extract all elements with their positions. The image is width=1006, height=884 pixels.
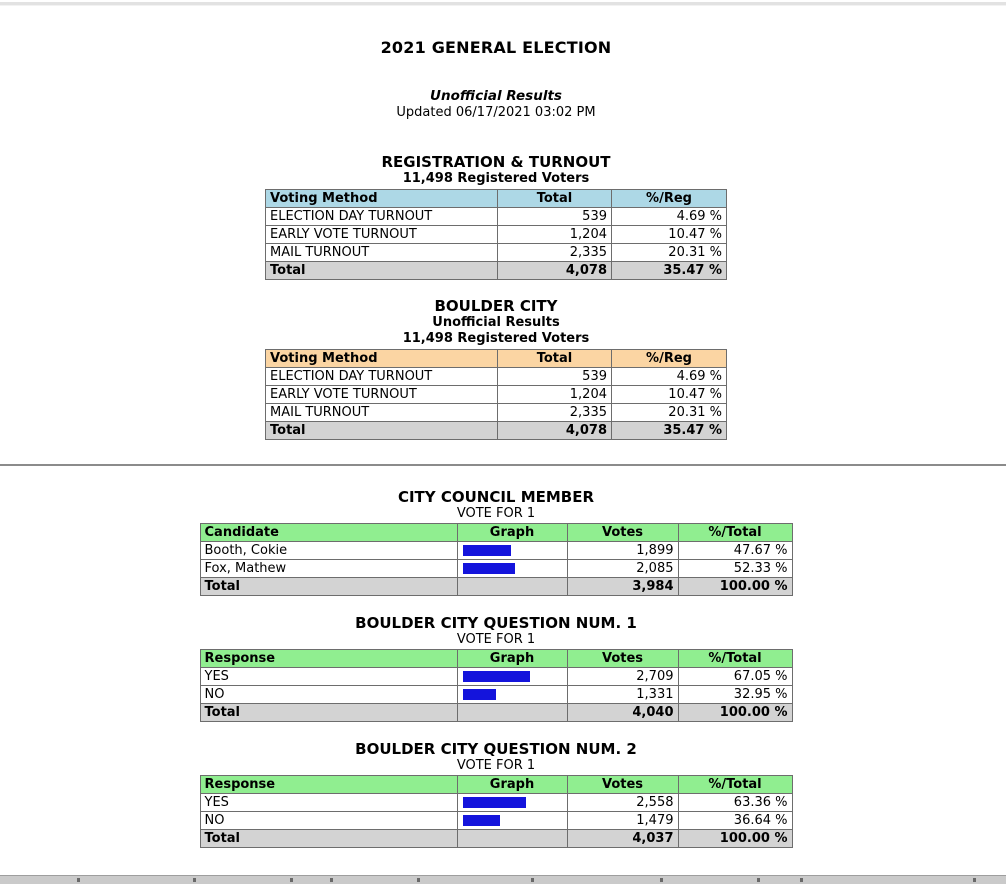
contest-results-area xyxy=(0,489,992,848)
table-body xyxy=(266,368,727,440)
total-percent-cell: 100.00 % xyxy=(678,578,792,596)
header-row xyxy=(266,190,727,208)
table-row xyxy=(266,208,727,226)
table-header xyxy=(266,190,727,208)
header-row xyxy=(266,350,727,368)
registration-turnout-section xyxy=(0,154,992,280)
cutoff-artifact xyxy=(757,878,760,882)
percent-reg-cell: 4.69 % xyxy=(612,368,727,386)
total-votes-cell: 3,984 xyxy=(567,578,678,596)
total-percent-cell: 35.47 % xyxy=(612,262,727,280)
table-row xyxy=(266,244,727,262)
vote-for-label: VOTE FOR 1 xyxy=(456,632,536,647)
total-label-cell: Total xyxy=(266,262,498,280)
graph-cell xyxy=(457,686,567,704)
total-votes-cell: 539 xyxy=(498,208,612,226)
section-divider xyxy=(0,464,1006,466)
registered-voters-count: 11,498 Registered Voters xyxy=(402,171,590,186)
percent-reg-cell: 4.69 % xyxy=(612,208,727,226)
total-row xyxy=(200,830,792,848)
column-header: Total xyxy=(498,190,612,208)
city-council-results-table xyxy=(200,523,793,596)
voting-method-cell: ELECTION DAY TURNOUT xyxy=(266,208,498,226)
registration-turnout-table xyxy=(265,189,727,280)
column-header: %/Reg xyxy=(612,190,727,208)
table-row xyxy=(266,226,727,244)
page-top-border xyxy=(0,2,1006,6)
section-title: BOULDER CITY xyxy=(434,297,558,315)
table-header xyxy=(200,650,792,668)
total-votes-cell: 2,335 xyxy=(498,404,612,422)
question-2-contest-section xyxy=(0,741,992,848)
votes-cell: 2,085 xyxy=(567,560,678,578)
column-header: Response xyxy=(200,650,457,668)
voting-method-cell: ELECTION DAY TURNOUT xyxy=(266,368,498,386)
votes-cell: 2,558 xyxy=(567,794,678,812)
votes-cell: 1,331 xyxy=(567,686,678,704)
column-header: %/Total xyxy=(678,776,792,794)
city-council-contest-section xyxy=(0,489,992,596)
column-header: Graph xyxy=(457,650,567,668)
column-header: %/Total xyxy=(678,524,792,542)
voting-method-cell: EARLY VOTE TURNOUT xyxy=(266,226,498,244)
vote-for-label: VOTE FOR 1 xyxy=(456,758,536,773)
column-header: %/Total xyxy=(678,650,792,668)
percent-reg-cell: 20.31 % xyxy=(612,404,727,422)
total-votes-cell: 1,204 xyxy=(498,226,612,244)
cutoff-artifact xyxy=(330,878,333,882)
result-bar xyxy=(463,689,496,700)
choice-name-cell: Booth, Cokie xyxy=(200,542,457,560)
cutoff-artifact xyxy=(973,878,976,882)
total-row xyxy=(200,704,792,722)
graph-cell xyxy=(457,668,567,686)
cutoff-artifact xyxy=(417,878,420,882)
result-bar xyxy=(463,797,526,808)
unofficial-results-label: Unofficial Results xyxy=(432,315,560,330)
percent-total-cell: 36.64 % xyxy=(678,812,792,830)
table-row xyxy=(200,812,792,830)
header-row xyxy=(200,650,792,668)
registered-voters-count: 11,498 Registered Voters xyxy=(402,331,590,346)
percent-total-cell: 47.67 % xyxy=(678,542,792,560)
column-header: Votes xyxy=(567,650,678,668)
graph-cell xyxy=(457,578,567,596)
column-header: Voting Method xyxy=(266,350,498,368)
table-row xyxy=(200,560,792,578)
graph-cell xyxy=(457,542,567,560)
table-body xyxy=(200,542,792,596)
table-body xyxy=(200,794,792,848)
percent-total-cell: 52.33 % xyxy=(678,560,792,578)
voting-method-cell: EARLY VOTE TURNOUT xyxy=(266,386,498,404)
total-label-cell: Total xyxy=(266,422,498,440)
total-percent-cell: 100.00 % xyxy=(678,830,792,848)
graph-cell xyxy=(457,794,567,812)
percent-reg-cell: 20.31 % xyxy=(612,244,727,262)
table-row xyxy=(266,404,727,422)
table-row xyxy=(266,386,727,404)
result-bar xyxy=(463,545,511,556)
cutoff-artifact xyxy=(660,878,663,882)
voting-method-cell: MAIL TURNOUT xyxy=(266,244,498,262)
updated-timestamp: Updated 06/17/2021 03:02 PM xyxy=(396,105,596,120)
total-votes-cell: 4,078 xyxy=(498,422,612,440)
total-label-cell: Total xyxy=(200,704,457,722)
graph-cell xyxy=(457,812,567,830)
total-votes-cell: 1,204 xyxy=(498,386,612,404)
choice-name-cell: YES xyxy=(200,794,457,812)
table-body xyxy=(266,208,727,280)
total-percent-cell: 35.47 % xyxy=(612,422,727,440)
cutoff-next-table-strip xyxy=(0,875,1006,884)
votes-cell: 1,479 xyxy=(567,812,678,830)
total-percent-cell: 100.00 % xyxy=(678,704,792,722)
percent-reg-cell: 10.47 % xyxy=(612,386,727,404)
boulder-city-turnout-section xyxy=(0,298,992,440)
percent-total-cell: 67.05 % xyxy=(678,668,792,686)
table-row xyxy=(200,794,792,812)
cutoff-artifact xyxy=(290,878,293,882)
result-bar xyxy=(463,671,530,682)
total-votes-cell: 2,335 xyxy=(498,244,612,262)
graph-cell xyxy=(457,560,567,578)
result-bar xyxy=(463,815,500,826)
total-row xyxy=(200,578,792,596)
choice-name-cell: NO xyxy=(200,812,457,830)
column-header: Response xyxy=(200,776,457,794)
total-row xyxy=(266,262,727,280)
cutoff-artifact xyxy=(193,878,196,882)
graph-cell xyxy=(457,704,567,722)
contest-title: BOULDER CITY QUESTION NUM. 1 xyxy=(355,614,637,632)
page-title: 2021 GENERAL ELECTION xyxy=(380,38,612,57)
column-header: Graph xyxy=(457,524,567,542)
column-header: Candidate xyxy=(200,524,457,542)
percent-total-cell: 32.95 % xyxy=(678,686,792,704)
boulder-city-turnout-table xyxy=(265,349,727,440)
cutoff-artifact xyxy=(800,878,803,882)
column-header: Total xyxy=(498,350,612,368)
table-row xyxy=(200,686,792,704)
total-votes-cell: 4,040 xyxy=(567,704,678,722)
table-header xyxy=(200,524,792,542)
voting-method-cell: MAIL TURNOUT xyxy=(266,404,498,422)
cutoff-artifact xyxy=(77,878,80,882)
table-header xyxy=(200,776,792,794)
column-header: Voting Method xyxy=(266,190,498,208)
percent-total-cell: 63.36 % xyxy=(678,794,792,812)
votes-cell: 1,899 xyxy=(567,542,678,560)
cutoff-artifact xyxy=(531,878,534,882)
graph-cell xyxy=(457,830,567,848)
contest-title: CITY COUNCIL MEMBER xyxy=(397,488,595,506)
column-header: Votes xyxy=(567,524,678,542)
total-votes-cell: 539 xyxy=(498,368,612,386)
column-header: %/Reg xyxy=(612,350,727,368)
question-1-results-table xyxy=(200,649,793,722)
question-1-contest-section xyxy=(0,615,992,722)
total-row xyxy=(266,422,727,440)
header-row xyxy=(200,524,792,542)
votes-cell: 2,709 xyxy=(567,668,678,686)
table-header xyxy=(266,350,727,368)
table-body xyxy=(200,668,792,722)
vote-for-label: VOTE FOR 1 xyxy=(456,506,536,521)
total-label-cell: Total xyxy=(200,578,457,596)
header-row xyxy=(200,776,792,794)
unofficial-results-label: Unofficial Results xyxy=(430,88,562,104)
election-results-page xyxy=(0,38,992,440)
total-votes-cell: 4,078 xyxy=(498,262,612,280)
column-header: Votes xyxy=(567,776,678,794)
total-votes-cell: 4,037 xyxy=(567,830,678,848)
choice-name-cell: YES xyxy=(200,668,457,686)
question-2-results-table xyxy=(200,775,793,848)
result-bar xyxy=(463,563,515,574)
column-header: Graph xyxy=(457,776,567,794)
choice-name-cell: Fox, Mathew xyxy=(200,560,457,578)
table-row xyxy=(200,542,792,560)
section-title: REGISTRATION & TURNOUT xyxy=(381,153,611,171)
table-row xyxy=(200,668,792,686)
choice-name-cell: NO xyxy=(200,686,457,704)
table-row xyxy=(266,368,727,386)
contest-title: BOULDER CITY QUESTION NUM. 2 xyxy=(355,740,637,758)
total-label-cell: Total xyxy=(200,830,457,848)
percent-reg-cell: 10.47 % xyxy=(612,226,727,244)
